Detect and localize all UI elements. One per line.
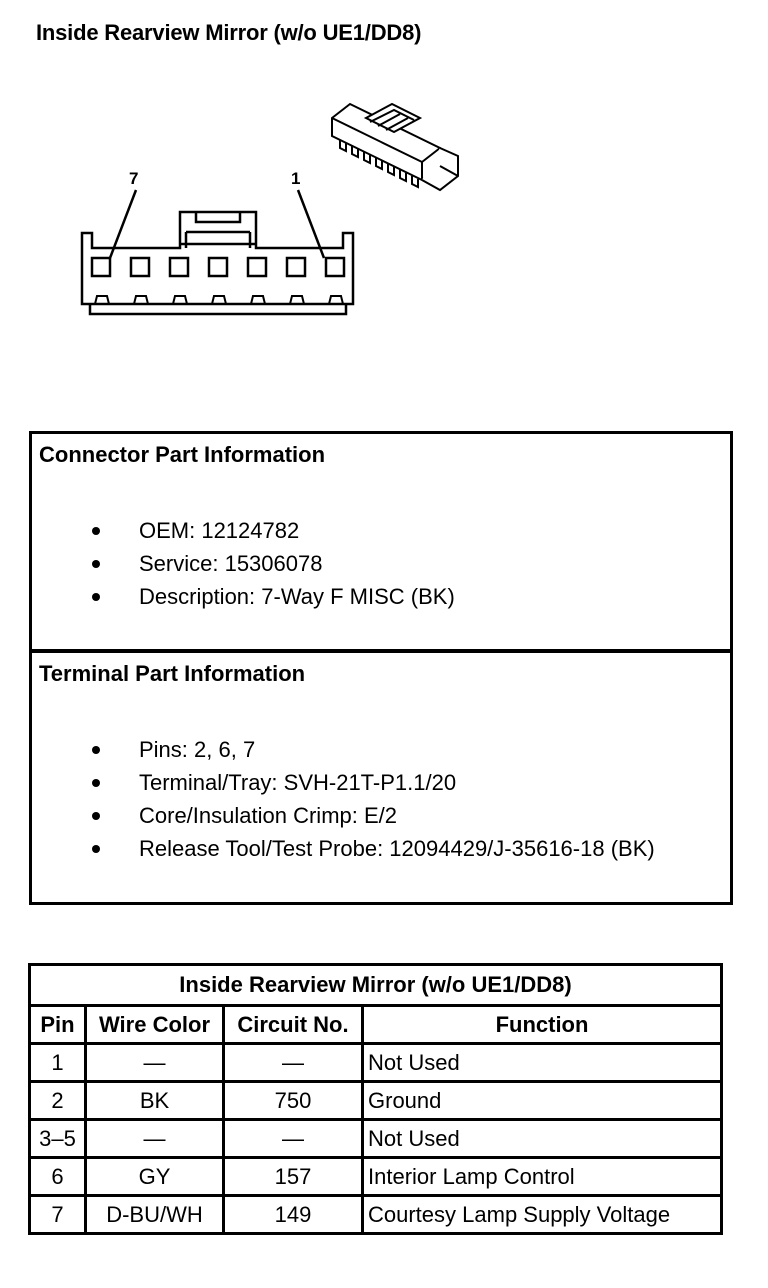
circuit-cell: — [224,1044,363,1082]
table-caption: Inside Rearview Mirror (w/o UE1/DD8) [30,965,722,1006]
pin-cell: 1 [30,1044,86,1082]
circuit-cell: 149 [224,1196,363,1234]
bullet-icon [92,746,100,754]
function-cell: Courtesy Lamp Supply Voltage [363,1196,722,1234]
function-cell: Not Used [363,1044,722,1082]
connector-info-title: Connector Part Information [39,442,326,467]
bullet-icon [92,779,100,787]
connector-diagram [0,0,768,420]
bullet-icon [92,560,100,568]
function-cell: Ground [363,1082,722,1120]
wire-color-cell: GY [86,1158,224,1196]
terminal-info-box: Terminal Part Information Pins: 2, 6, 7 Terminal/Tray: SVH-21T-P1.1/20 Core/Insulation Crimp: E/2 Release Tool/Test Probe: 12094429/J-35616-18 (BK) [29,650,733,905]
connector-info-box: Connector Part Information OEM: 12124782 Service: 15306078 Description: 7-Way F MISC (BK) [29,431,733,652]
pin-cavities [92,258,344,276]
table-row [30,1120,722,1158]
circuit-cell: — [224,1120,363,1158]
table-row [30,1196,722,1234]
page-title: Inside Rearview Mirror (w/o UE1/DD8) [36,20,422,45]
column-header: Circuit No. [224,1006,363,1044]
pin-cell: 2 [30,1082,86,1120]
bullet-icon [92,812,100,820]
connector-base-rail [90,304,346,314]
column-header: Wire Color [86,1006,224,1044]
bullet-icon [92,593,100,601]
pinout-table [28,963,723,1235]
bullet-icon [92,527,100,535]
pin-cell: 3–5 [30,1120,86,1158]
wire-color-cell: D-BU/WH [86,1196,224,1234]
column-header: Pin [30,1006,86,1044]
wire-color-cell: — [86,1120,224,1158]
connector-lock-tab [186,212,250,248]
table-row [30,1044,722,1082]
table-header-row [30,1006,722,1044]
pin-label-1: 1 [291,169,301,188]
connector-iso-view [332,104,458,190]
wire-color-cell: — [86,1044,224,1082]
table-row [30,1082,722,1120]
column-header: Function [363,1006,722,1044]
pin-cell: 7 [30,1196,86,1234]
circuit-cell: 750 [224,1082,363,1120]
bullet-icon [92,845,100,853]
table-row [30,1158,722,1196]
pin-cell: 6 [30,1158,86,1196]
pin-label-7: 7 [129,169,139,188]
function-cell: Interior Lamp Control [363,1158,722,1196]
wire-color-cell: BK [86,1082,224,1120]
terminal-info-title: Terminal Part Information [39,661,306,686]
circuit-cell: 157 [224,1158,363,1196]
function-cell: Not Used [363,1120,722,1158]
